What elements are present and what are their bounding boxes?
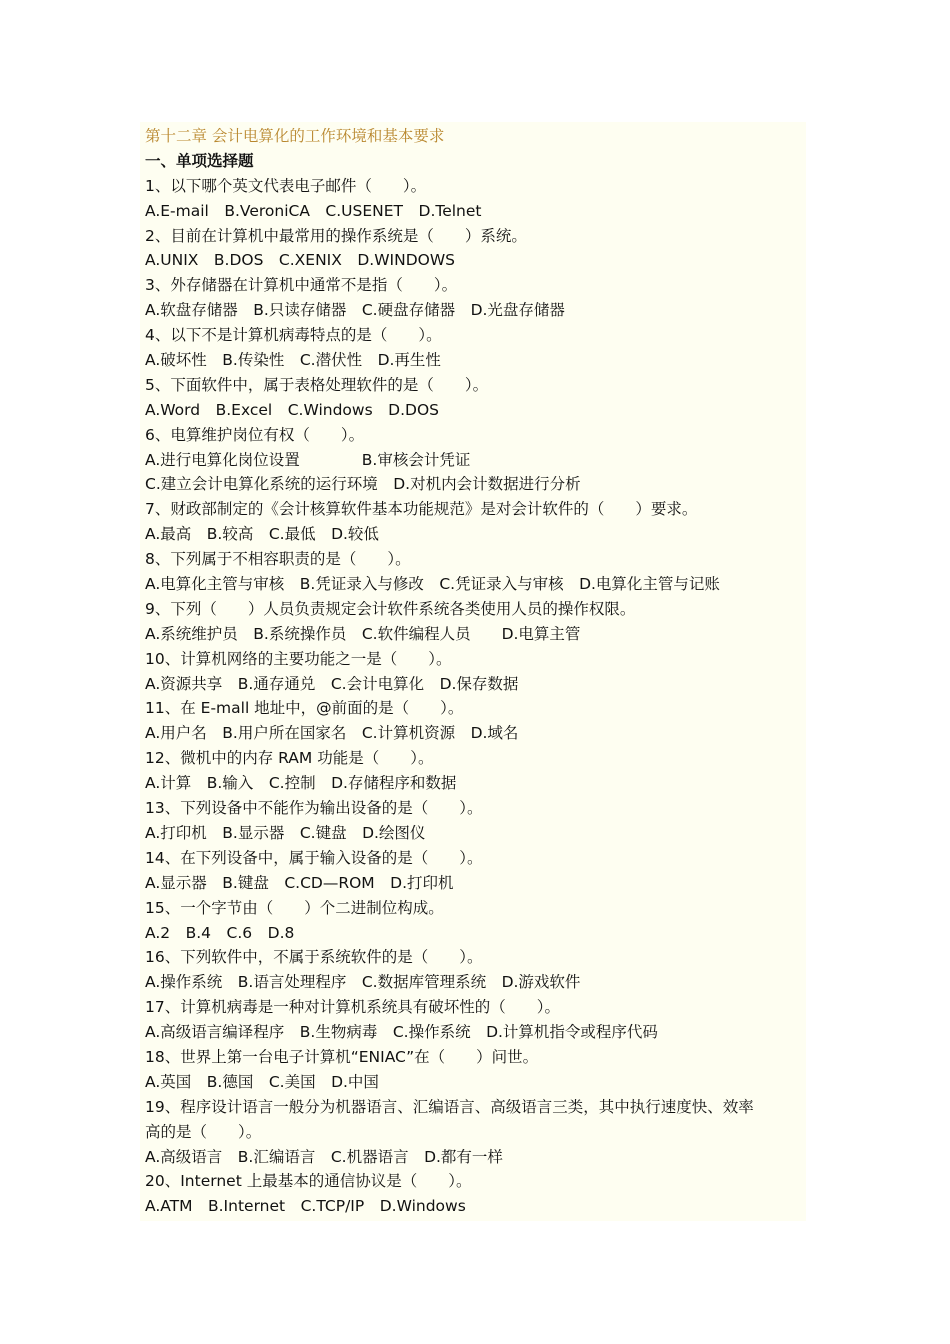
options-5: A.Word B.Excel C.Windows D.DOS: [145, 400, 439, 419]
options-16: A.操作系统 B.语言处理程序 C.数据库管理系统 D.游戏软件: [145, 973, 581, 992]
question-17: 17、计算机病毒是一种对计算机系统具有破坏性的（ ）。: [145, 998, 560, 1017]
question-1: 1、以下哪个英文代表电子邮件（ ）。: [145, 176, 427, 195]
options-2: A.UNIX B.DOS C.XENIX D.WINDOWS: [145, 251, 456, 270]
question-10: 10、计算机网络的主要功能之一是（ ）。: [145, 649, 452, 668]
question-13: 13、下列设备中不能作为输出设备的是（ ）。: [145, 799, 483, 818]
question-19-continued: 高的是（ ）。: [145, 1122, 262, 1141]
options-6-continued: C.建立会计电算化系统的运行环境 D.对机内会计数据进行分析: [145, 475, 581, 494]
options-18: A.英国 B.德国 C.美国 D.中国: [145, 1072, 379, 1091]
options-7: A.最高 B.较高 C.最低 D.较低: [145, 525, 379, 544]
document-content: [140, 122, 806, 1221]
options-9: A.系统维护员 B.系统操作员 C.软件编程人员 D.电算主管: [145, 624, 581, 643]
question-7: 7、财政部制定的《会计核算软件基本功能规范》是对会计软件的（ ）要求。: [145, 500, 698, 519]
options-4: A.破坏性 B.传染性 C.潜伏性 D.再生性: [145, 351, 441, 370]
question-16: 16、下列软件中，不属于系统软件的是（ ）。: [145, 948, 483, 967]
question-3: 3、外存储器在计算机中通常不是指（ ）。: [145, 276, 458, 295]
options-8: A.电算化主管与审核 B.凭证录入与修改 C.凭证录入与审核 D.电算化主管与记账: [145, 575, 720, 594]
options-20: A.ATM B.Internet C.TCP/IP D.Windows: [145, 1197, 466, 1216]
options-13: A.打印机 B.显示器 C.键盘 D.绘图仪: [145, 823, 426, 842]
question-15: 15、一个字节由（ ）个二进制位构成。: [145, 898, 444, 917]
options-10: A.资源共享 B.通存通兑 C.会计电算化 D.保存数据: [145, 674, 519, 693]
options-6: A.进行电算化岗位设置 B.审核会计凭证: [145, 450, 471, 469]
options-3: A.软盘存储器 B.只读存储器 C.硬盘存储器 D.光盘存储器: [145, 301, 565, 320]
question-20: 20、Internet 上最基本的通信协议是（ ）。: [145, 1172, 472, 1191]
options-12: A.计算 B.输入 C.控制 D.存储程序和数据: [145, 774, 457, 793]
question-2: 2、目前在计算机中最常用的操作系统是（ ）系统。: [145, 226, 527, 245]
question-18: 18、世界上第一台电子计算机“ENIAC”在（ ）问世。: [145, 1047, 539, 1066]
options-15: A.2 B.4 C.6 D.8: [145, 923, 295, 942]
options-1: A.E-mail B.VeroniCA C.USENET D.Telnet: [145, 201, 482, 220]
options-14: A.显示器 B.键盘 C.CD—ROM D.打印机: [145, 873, 454, 892]
question-12: 12、微机中的内存 RAM 功能是（ ）。: [145, 749, 434, 768]
question-4: 4、以下不是计算机病毒特点的是（ ）。: [145, 326, 442, 345]
question-11: 11、在 E-mall 地址中，@前面的是（ ）。: [145, 699, 464, 718]
section-title: 一、单项选择题: [145, 151, 254, 170]
question-9: 9、下列（ ）人员负责规定会计软件系统各类使用人员的操作权限。: [145, 599, 636, 618]
question-6: 6、电算维护岗位有权（ ）。: [145, 425, 365, 444]
options-17: A.高级语言编译程序 B.生物病毒 C.操作系统 D.计算机指令或程序代码: [145, 1023, 658, 1042]
options-19: A.高级语言 B.汇编语言 C.机器语言 D.都有一样: [145, 1147, 503, 1166]
options-11: A.用户名 B.用户所在国家名 C.计算机资源 D.域名: [145, 724, 519, 743]
question-14: 14、在下列设备中，属于输入设备的是（ ）。: [145, 848, 483, 867]
question-5: 5、下面软件中，属于表格处理软件的是（ ）。: [145, 375, 489, 394]
question-19: 19、程序设计语言一般分为机器语言、汇编语言、高级语言三类，其中执行速度快、效率: [145, 1097, 754, 1116]
question-8: 8、下列属于不相容职责的是（ ）。: [145, 550, 411, 569]
chapter-title: 第十二章 会计电算化的工作环境和基本要求: [145, 127, 445, 145]
